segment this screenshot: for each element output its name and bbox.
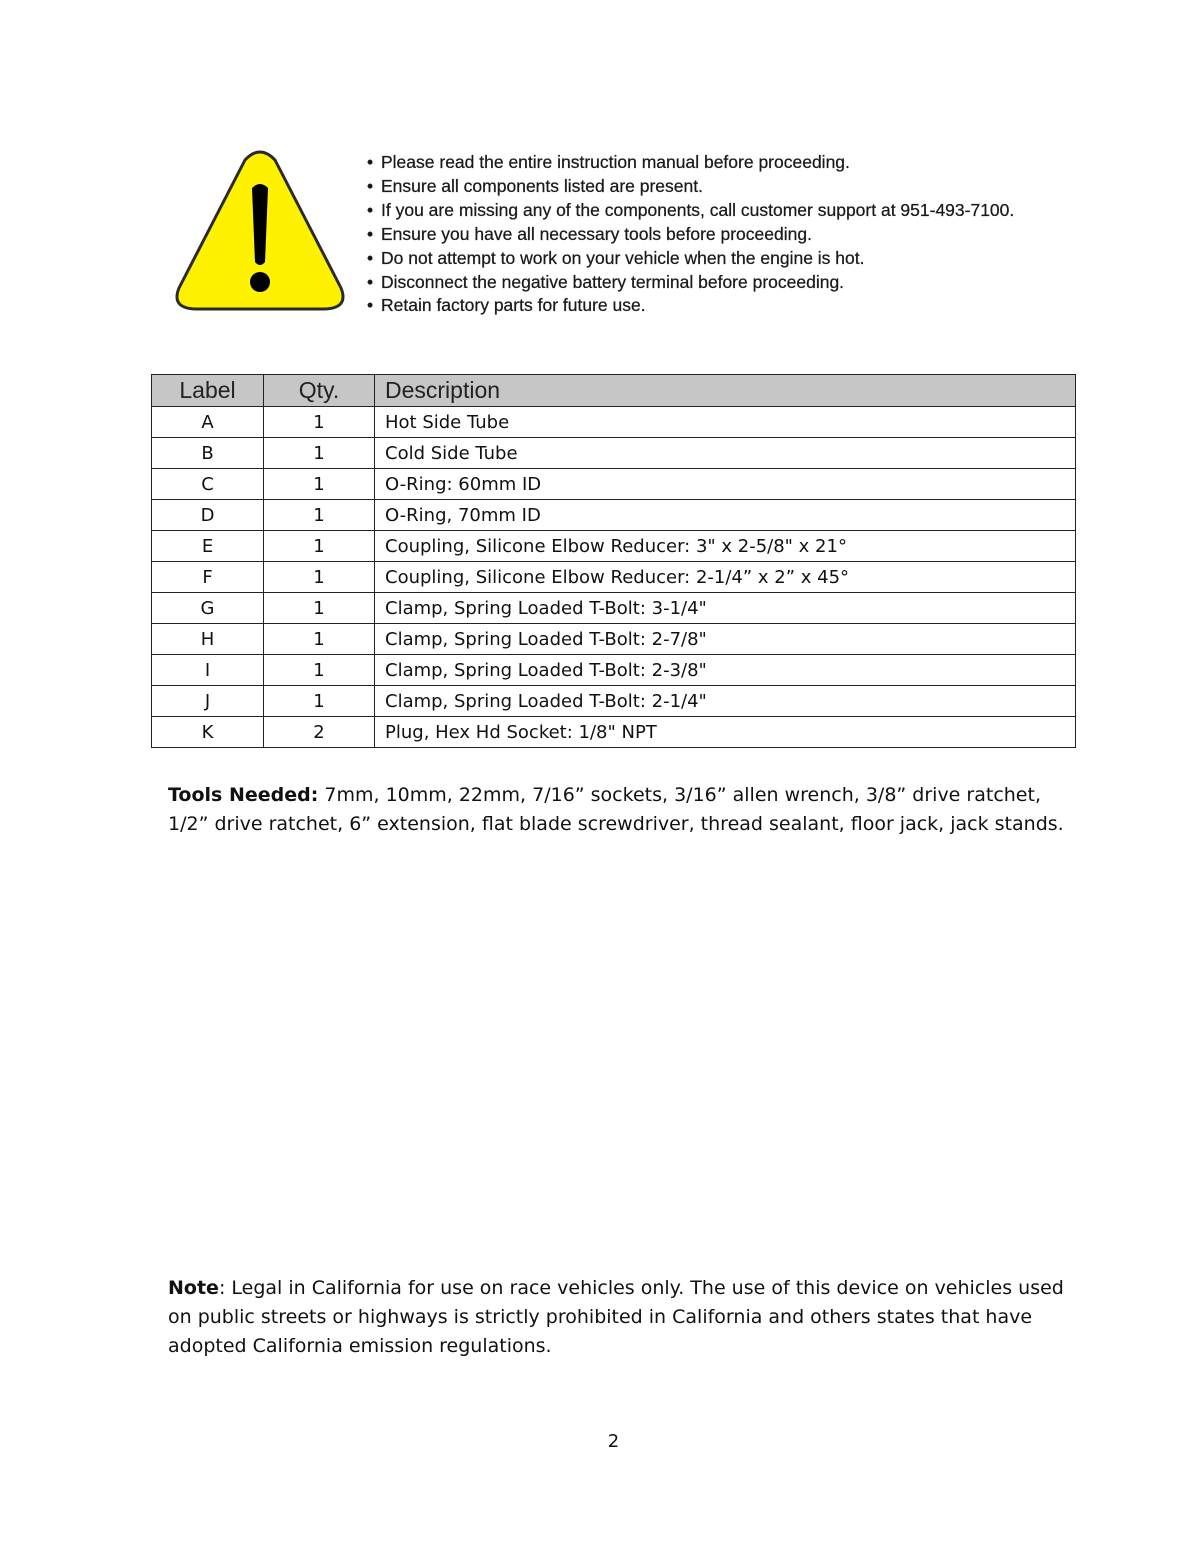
row-label: E <box>152 531 264 562</box>
warning-bullet: • Ensure you have all necessary tools before proceeding. <box>367 223 1014 247</box>
tools-needed-paragraph <box>168 781 1068 839</box>
page-number: 2 <box>607 1431 620 1452</box>
table-row <box>152 686 1076 717</box>
row-label: J <box>152 686 264 717</box>
warning-bullet: • Retain factory parts for future use. <box>367 294 1014 318</box>
warning-bullet-list <box>367 151 1014 318</box>
row-label: D <box>152 500 264 531</box>
row-description: Clamp, Spring Loaded T-Bolt: 2-1/4" <box>375 686 1076 717</box>
column-header-description: Description <box>375 375 1076 407</box>
warning-bullet: • If you are missing any of the components, call customer support at 951-493-7100. <box>367 199 1014 223</box>
parts-table-header-row <box>152 375 1076 407</box>
row-label: I <box>152 655 264 686</box>
note-text: : Legal in California for use on race vehicles only. The use of this device on vehicles used on public streets or highways is strictly prohibited in California and others states that have adopted California emission regulations. <box>168 1277 1064 1357</box>
column-header-label: Label <box>152 375 264 407</box>
row-description: Clamp, Spring Loaded T-Bolt: 2-3/8" <box>375 655 1076 686</box>
row-description: Cold Side Tube <box>375 438 1076 469</box>
tools-needed-text: 7mm, 10mm, 22mm, 7/16” sockets, 3/16” allen wrench, 3/8” drive ratchet, 1/2” drive ratchet, 6” extension, flat blade screwdriver, thread sealant, floor jack, jack stands. <box>168 784 1064 835</box>
table-row <box>152 593 1076 624</box>
table-row <box>152 717 1076 748</box>
row-label: H <box>152 624 264 655</box>
row-label: A <box>152 407 264 438</box>
row-label: G <box>152 593 264 624</box>
warning-bullet: • Disconnect the negative battery terminal before proceeding. <box>367 271 1014 295</box>
tools-needed-label: Tools Needed: <box>168 784 319 806</box>
row-description: O-Ring: 60mm ID <box>375 469 1076 500</box>
row-qty: 1 <box>264 500 375 531</box>
row-description: Coupling, Silicone Elbow Reducer: 2-1/4” x 2” x 45° <box>375 562 1076 593</box>
legal-note-paragraph <box>168 1274 1068 1361</box>
row-qty: 1 <box>264 624 375 655</box>
row-qty: 1 <box>264 469 375 500</box>
row-qty: 1 <box>264 407 375 438</box>
row-qty: 1 <box>264 438 375 469</box>
column-header-qty: Qty. <box>264 375 375 407</box>
table-row <box>152 562 1076 593</box>
parts-table <box>151 374 1076 748</box>
row-description: Clamp, Spring Loaded T-Bolt: 3-1/4" <box>375 593 1076 624</box>
row-qty: 1 <box>264 686 375 717</box>
warning-exclamation-triangle-icon <box>173 150 347 312</box>
row-label: B <box>152 438 264 469</box>
table-row <box>152 624 1076 655</box>
row-description: Clamp, Spring Loaded T-Bolt: 2-7/8" <box>375 624 1076 655</box>
row-qty: 1 <box>264 593 375 624</box>
warning-bullet: • Do not attempt to work on your vehicle when the engine is hot. <box>367 247 1014 271</box>
row-label: C <box>152 469 264 500</box>
table-row <box>152 500 1076 531</box>
table-row <box>152 407 1076 438</box>
row-qty: 2 <box>264 717 375 748</box>
row-description: O-Ring, 70mm ID <box>375 500 1076 531</box>
table-row <box>152 655 1076 686</box>
row-qty: 1 <box>264 531 375 562</box>
row-qty: 1 <box>264 562 375 593</box>
table-row <box>152 469 1076 500</box>
table-row <box>152 531 1076 562</box>
table-row <box>152 438 1076 469</box>
row-description: Hot Side Tube <box>375 407 1076 438</box>
row-qty: 1 <box>264 655 375 686</box>
row-description: Coupling, Silicone Elbow Reducer: 3" x 2-5/8" x 21° <box>375 531 1076 562</box>
row-label: F <box>152 562 264 593</box>
row-label: K <box>152 717 264 748</box>
warning-bullet: • Please read the entire instruction manual before proceeding. <box>367 151 1014 175</box>
row-description: Plug, Hex Hd Socket: 1/8" NPT <box>375 717 1076 748</box>
note-label: Note <box>168 1277 219 1299</box>
warning-bullet: • Ensure all components listed are present. <box>367 175 1014 199</box>
